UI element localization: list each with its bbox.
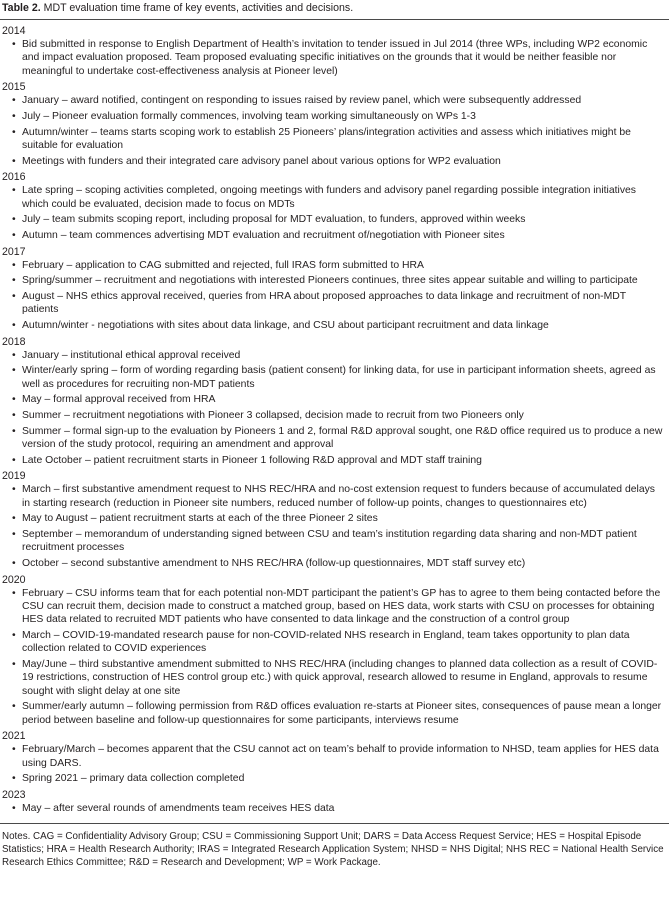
year-heading: 2015 xyxy=(2,81,26,94)
event-text: Summer – recruitment negotiations with Pioneer 3 collapsed, decision made to recruit from two Pioneers only xyxy=(22,410,524,422)
bullet-icon: • xyxy=(12,95,16,107)
event-item xyxy=(2,528,669,555)
event-item xyxy=(2,483,669,510)
bullet-icon: • xyxy=(12,410,16,422)
bullet-icon: • xyxy=(12,155,16,167)
event-text: Autumn/winter - negotiations with sites about data linkage, and CSU about participant recruitment and data linkage xyxy=(22,320,549,332)
event-item xyxy=(2,409,669,422)
event-item xyxy=(2,425,669,452)
year-heading: 2020 xyxy=(2,573,26,586)
bullet-icon: • xyxy=(12,214,16,226)
event-text: Summer – formal sign-up to the evaluation by Pioneers 1 and 2, formal R&D approval sought, one R&D office required us to produce a new version of the study protocol, requiring an amendment and approval xyxy=(22,425,663,451)
year-section xyxy=(2,245,669,333)
event-item xyxy=(2,38,669,78)
bullet-icon: • xyxy=(12,425,16,437)
event-text: Late spring – scoping activities completed, ongoing meetings with funders and advisory panel regarding possible integration initiatives which could be evaluated, decision made to focus on MDTs xyxy=(22,185,636,210)
year-section xyxy=(2,469,669,570)
event-item xyxy=(2,110,669,123)
event-item xyxy=(2,229,669,242)
table-label: Table 2. xyxy=(2,2,41,14)
event-item xyxy=(2,629,669,656)
event-item xyxy=(2,274,669,287)
event-text: Autumn – team commences advertising MDT evaluation and recruitment of/negotiation with Pioneer sites xyxy=(22,230,505,241)
event-item xyxy=(2,319,669,332)
event-item xyxy=(2,454,669,467)
event-item xyxy=(2,126,669,153)
event-item xyxy=(2,802,669,815)
event-text: Spring 2021 – primary data collection completed xyxy=(22,773,245,785)
event-text: July – team submits scoping report, including proposal for MDT evaluation, to funders, approved within weeks xyxy=(22,214,526,226)
table-notes: Notes. CAG = Confidentiality Advisory Group; CSU = Commissioning Support Unit; DARS = Data Access Request Service; HES = Hospital Episode Statistics; HRA = Health Research Authority; IRAS = Integrated Research Application System; NHSD = NHS Digital; NHS REC = National Health Service Research Ethics Committee; R&D = Research and Development; WP = Work Package. xyxy=(2,831,664,869)
bullet-icon: • xyxy=(12,630,16,642)
year-heading: 2016 xyxy=(2,171,26,184)
event-text: Bid submitted in response to English Department of Health’s invitation to tender issued in Jul 2014 (three WPs, including WP2 economic and impact evaluation proposed. Team proposed evaluating specific initiatives on the grounds that it would be neither feasible nor meaningful to undertake cost-effectiveness analysis at Pioneer level) xyxy=(22,39,648,77)
bullet-icon: • xyxy=(12,701,16,713)
year-heading: 2014 xyxy=(2,25,26,37)
event-item xyxy=(2,290,669,317)
bullet-icon: • xyxy=(12,275,16,287)
year-section xyxy=(2,573,669,727)
year-heading: 2019 xyxy=(2,470,26,483)
event-text: May/June – third substantive amendment submitted to NHS REC/HRA (including changes to planned data collection as a result of COVID-19 restrictions, construction of HES control group etc.) with quick approval, research allowed to resume in England, approvals to resume sought with slight delay at one site xyxy=(22,659,658,697)
event-item xyxy=(2,259,669,272)
event-item xyxy=(2,213,669,226)
year-section xyxy=(2,788,669,815)
timeline-table xyxy=(0,20,669,815)
event-text: Meetings with funders and their integrated care advisory panel about various options for WP2 evaluation xyxy=(22,155,501,167)
event-item xyxy=(2,557,669,570)
bullet-icon: • xyxy=(12,126,16,138)
event-text: February/March – becomes apparent that the CSU cannot act on team’s behalf to provide information to NHSD, team applies for HES data using DARS. xyxy=(22,744,659,769)
event-text: August – NHS ethics approval received, queries from HRA about proposed approaches to data linkage and recruitment of non-MDT patients xyxy=(22,291,626,316)
year-section xyxy=(2,729,669,785)
event-list xyxy=(2,349,669,467)
bullet-icon: • xyxy=(12,773,16,785)
event-item xyxy=(2,364,669,391)
year-section xyxy=(2,170,669,242)
year-heading: 2023 xyxy=(2,789,26,801)
event-text: Summer/early autumn – following permission from R&D offices evaluation re-starts at Pioneer sites, consequences of pause mean a longer period between baseline and follow-up questionnaires for some participants, interviews resume xyxy=(22,701,662,726)
event-text: January – award notified, contingent on responding to issues raised by review panel, which were subsequently addressed xyxy=(22,95,582,107)
event-list xyxy=(2,259,669,333)
event-text: July – Pioneer evaluation formally commences, involving team working simultaneously on WPs 1-3 xyxy=(22,110,476,122)
event-item xyxy=(2,512,669,525)
event-item xyxy=(2,743,669,770)
year-heading: 2018 xyxy=(2,335,26,348)
event-list xyxy=(2,743,669,785)
event-item xyxy=(2,184,669,211)
bullet-icon: • xyxy=(12,259,16,271)
event-item xyxy=(2,658,669,698)
bullet-icon: • xyxy=(12,394,16,406)
table-caption xyxy=(0,0,669,15)
event-list xyxy=(2,38,669,78)
event-text: May – after several rounds of amendments team receives HES data xyxy=(22,803,335,814)
event-text: Winter/early spring – form of wording regarding basis (patient consent) for linking data, for use in participant information sheets, agreed as well as procedures for recruiting non-MDT patients xyxy=(22,365,656,390)
bullet-icon: • xyxy=(12,529,16,541)
bullet-icon: • xyxy=(12,39,16,50)
event-text: October – second substantive amendment to NHS REC/HRA (follow-up questionnaires, MDT staff survey etc) xyxy=(22,558,526,570)
bullet-icon: • xyxy=(12,659,16,671)
year-section xyxy=(2,80,669,168)
event-list xyxy=(2,184,669,242)
event-text: March – COVID-19-mandated research pause for non-COVID-related NHS research in England, team takes opportunity to plan data collection related to COVID experiences xyxy=(22,630,630,655)
event-text: September – memorandum of understanding signed between CSU and team’s institution regarding data sharing and non-MDT patient recruitment processes xyxy=(22,529,637,554)
event-item xyxy=(2,94,669,107)
event-item xyxy=(2,587,669,627)
event-item xyxy=(2,393,669,406)
bullet-icon: • xyxy=(12,185,16,197)
bullet-icon: • xyxy=(12,513,16,525)
event-text: May – formal approval received from HRA xyxy=(22,394,216,406)
event-text: February – CSU informs team that for each potential non-MDT participant the patient’s GP has to agree to them being contacted before the CSU can recruit them, decision made to construct a matched group, based on HES data, work starts with CSU on processes for obtaining HES data related to recruited MDT patients who have consented to data linkage and the construction of a control group xyxy=(22,587,661,626)
year-section xyxy=(2,24,669,78)
event-item xyxy=(2,772,669,785)
bullet-icon: • xyxy=(12,110,16,122)
year-heading: 2017 xyxy=(2,245,26,258)
event-item xyxy=(2,349,669,362)
bullet-icon: • xyxy=(12,320,16,332)
event-text: March – first substantive amendment request to NHS REC/HRA and no-cost extension request to funders because of accumulated delays in starting research (reduction in Pioneer site numbers, reduced number of follow-up points, changes to questionnaires etc) xyxy=(22,484,656,509)
bullet-icon: • xyxy=(12,744,16,756)
bullet-icon: • xyxy=(12,230,16,241)
bullet-icon: • xyxy=(12,365,16,377)
bullet-icon: • xyxy=(12,291,16,303)
event-text: February – application to CAG submitted and rejected, full IRAS form submitted to HRA xyxy=(22,259,424,271)
year-section xyxy=(2,335,669,467)
bullet-icon: • xyxy=(12,558,16,570)
event-list xyxy=(2,587,669,727)
bullet-icon: • xyxy=(12,803,16,814)
event-text: May to August – patient recruitment starts at each of the three Pioneer 2 sites xyxy=(22,513,378,525)
bullet-icon: • xyxy=(12,484,16,496)
year-heading: 2021 xyxy=(2,730,26,743)
event-text: Late October – patient recruitment starts in Pioneer 1 following R&D approval and MDT staff training xyxy=(22,454,482,466)
bullet-icon: • xyxy=(12,587,16,599)
event-text: Autumn/winter – teams starts scoping work to establish 25 Pioneers’ plans/integration activities and assess which initiatives might be suitable for evaluation xyxy=(22,126,631,151)
event-list xyxy=(2,94,669,168)
bullet-icon: • xyxy=(12,454,16,466)
bullet-icon: • xyxy=(12,349,16,361)
event-text: January – institutional ethical approval received xyxy=(22,349,241,361)
event-text: Spring/summer – recruitment and negotiations with interested Pioneers continues, three sites appear suitable and willing to participate xyxy=(22,275,638,287)
event-item xyxy=(2,700,669,727)
table-title: MDT evaluation time frame of key events, activities and decisions. xyxy=(43,2,354,14)
event-list xyxy=(2,483,669,570)
event-item xyxy=(2,155,669,168)
event-list xyxy=(2,802,669,815)
